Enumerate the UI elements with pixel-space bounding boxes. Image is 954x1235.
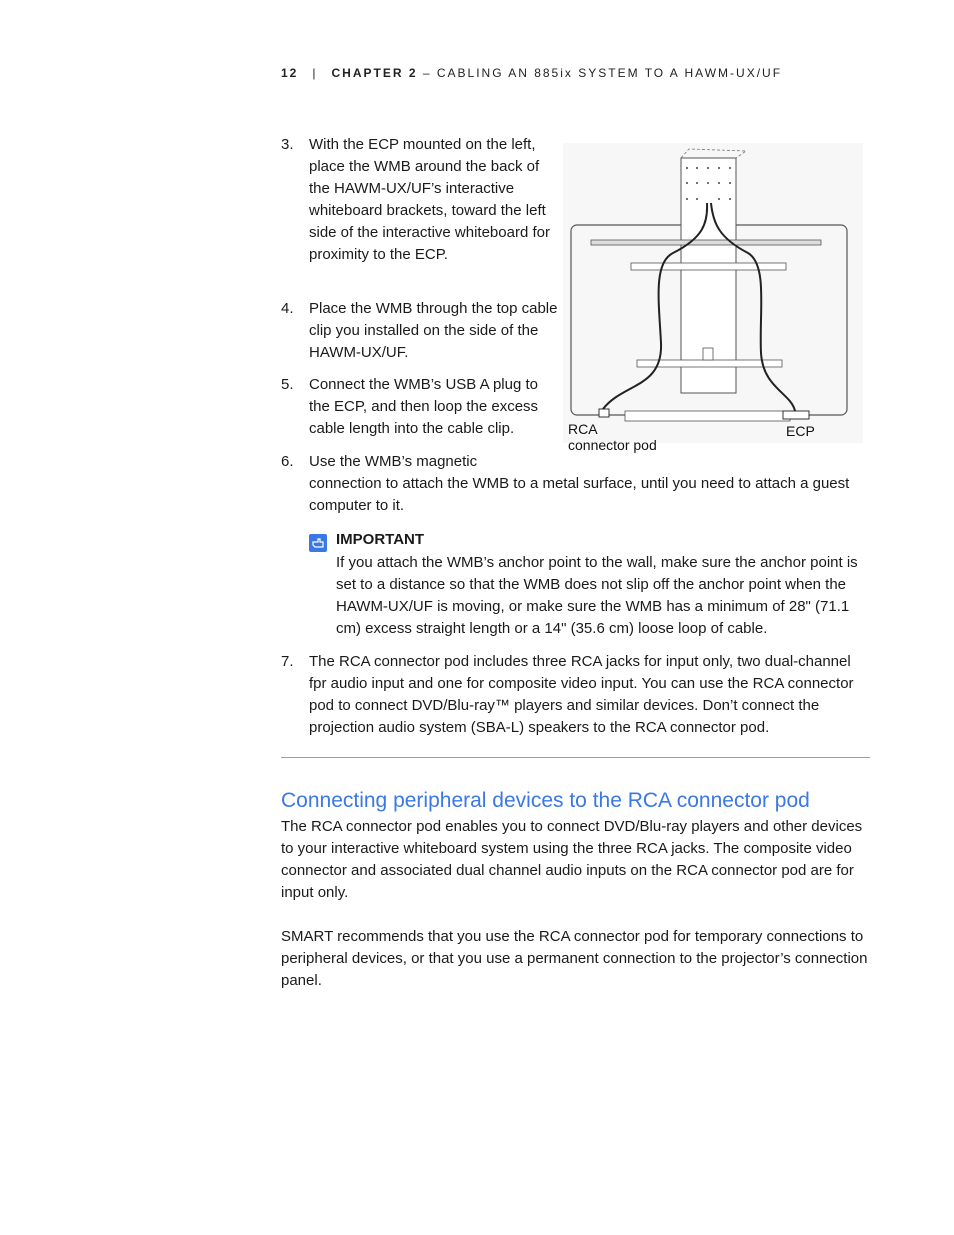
page-number: 12 bbox=[281, 66, 299, 80]
figure-label-rca-connector-pod: connector pod bbox=[568, 437, 657, 453]
important-title: IMPORTANT bbox=[336, 531, 425, 548]
important-text: If you attach the WMB’s anchor point to the wall, make sure the anchor point is set to a distance so that the WMB does not slip off the anchor point when the HAWM-UX/UF is moving, or make sure the WMB has a minimum of 28" (71.1 cm) excess straight length or a 14" (35.6 cm) loose loop of cable. bbox=[336, 554, 858, 637]
list-item-number: 7. bbox=[281, 653, 294, 670]
list-item-text: With the ECP mounted on the left, place the WMB around the back of the HAWM-UX/UF’s interactive whiteboard brackets, toward the left side of the interactive whiteboard for proximity to the ECP. bbox=[309, 136, 550, 263]
header-separator: | bbox=[312, 66, 318, 80]
mounting-diagram bbox=[563, 143, 863, 443]
figure-label-rca: RCA bbox=[568, 421, 598, 437]
list-item-text-line1: Use the WMB’s magnetic bbox=[309, 453, 478, 470]
body-paragraph: SMART recommends that you use the RCA connector pod for temporary connections to peripheral devices, or that you use a permanent connection to the projector’s connection panel. bbox=[281, 928, 868, 989]
list-item-number: 5. bbox=[281, 376, 294, 393]
chapter-title: – CABLING AN 885ix SYSTEM TO A HAWM-UX/UF bbox=[422, 66, 783, 80]
list-item-text-rest: connection to attach the WMB to a metal surface, until you need to attach a guest computer to it. bbox=[309, 475, 850, 514]
hand-pointing-icon bbox=[309, 534, 327, 552]
body-paragraph: The RCA connector pod enables you to connect DVD/Blu-ray players and other devices to your interactive whiteboard system using the three RCA jacks. The composite video connector and associated dual channel audio inputs on the RCA connector pod are for input only. bbox=[281, 818, 863, 901]
list-item-text bbox=[309, 451, 869, 517]
list-item-number: 6. bbox=[281, 453, 294, 470]
section-heading: Connecting peripheral devices to the RCA connector pod bbox=[281, 789, 810, 812]
section-divider bbox=[281, 757, 870, 758]
list-item-text: The RCA connector pod includes three RCA jacks for input only, two dual-channel fpr audio input and one for composite video input. You can use the RCA connector pod to connect DVD/Blu-ray™ players and similar devices. Don’t connect the projection audio system (SBA-L) speakers to the RCA connector pod. bbox=[309, 653, 854, 736]
list-item-number: 4. bbox=[281, 300, 294, 317]
list-item-text: Connect the WMB’s USB A plug to the ECP, and then loop the excess cable length into the cable clip. bbox=[309, 376, 539, 437]
figure-label-ecp: ECP bbox=[786, 423, 815, 439]
list-item-text: Place the WMB through the top cable clip you installed on the side of the HAWM-UX/UF. bbox=[309, 300, 558, 361]
chapter-label: CHAPTER 2 bbox=[331, 66, 418, 80]
list-item-number: 3. bbox=[281, 136, 294, 153]
running-header bbox=[281, 66, 782, 80]
